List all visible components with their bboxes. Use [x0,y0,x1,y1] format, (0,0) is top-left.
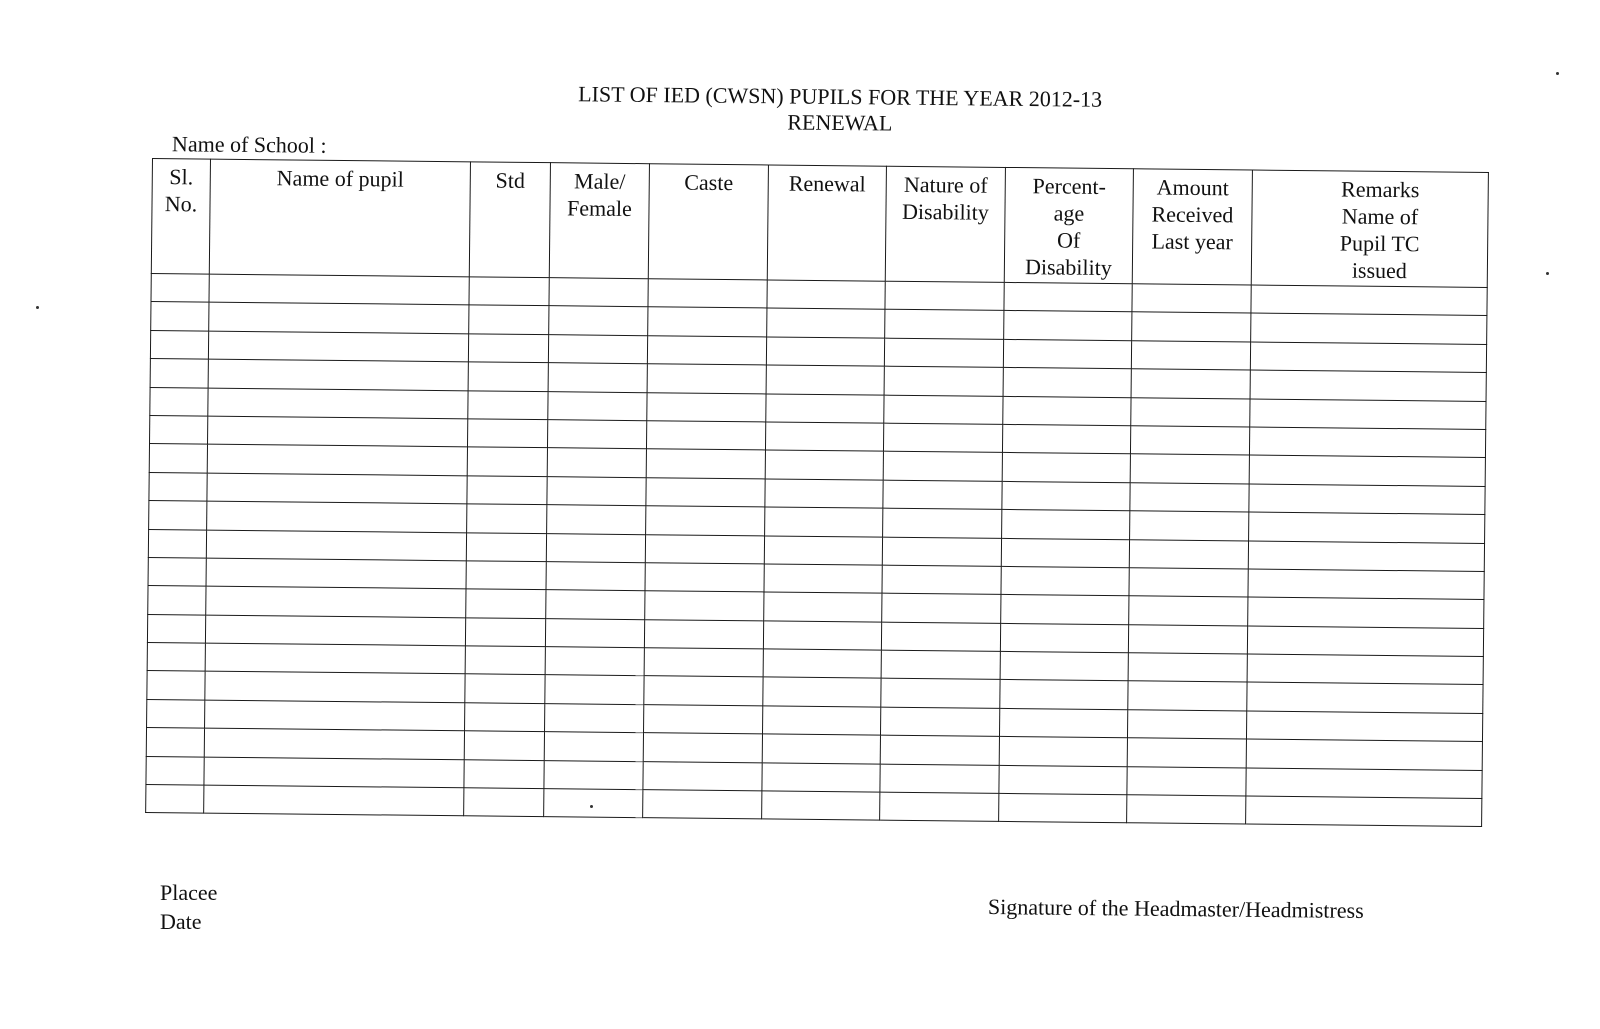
blank-cell [762,763,880,793]
blank-cell [644,705,763,735]
blank-cell [1249,427,1485,458]
blank-cell [547,476,646,505]
blank-cell [206,530,466,561]
document-title [520,81,1161,140]
blank-cell [1127,766,1246,796]
blank-cell [644,619,763,649]
blank-cell [1130,454,1249,484]
blank-cell [151,302,209,331]
title-line-1: LIST OF IED (CWSN) PUPILS FOR THE YEAR 2012-13 [578,81,1103,112]
pupil-list-table [145,158,1489,827]
blank-cell [1129,539,1248,569]
blank-cell [1249,484,1485,515]
blank-cell [1246,768,1482,799]
blank-cell [465,646,545,675]
blank-cell [205,672,465,703]
blank-cell [881,679,1000,709]
blank-cell [880,735,999,765]
blank-cell [1000,623,1128,653]
blank-cell [1127,710,1246,740]
blank-cell [643,790,762,820]
column-header-amount-received: Amount Received Last year [1132,169,1252,285]
blank-cell [544,789,643,818]
blank-cell [1131,369,1250,399]
blank-cell [999,737,1127,767]
blank-cell [1132,284,1251,314]
blank-cell [1130,426,1249,456]
column-header-percentage-of-disability: Percent- age Of Disability [1004,167,1133,283]
blank-cell [648,279,767,309]
scan-speck [36,306,39,309]
blank-cell [765,450,883,480]
blank-cell [1003,368,1131,398]
blank-cell [147,671,205,700]
blank-cell [763,677,881,707]
blank-cell [765,479,883,509]
column-header-caste: Caste [648,164,768,280]
blank-cell [648,307,767,337]
blank-cell [545,675,644,704]
place-label: Placee [160,880,218,905]
scan-speck [1556,72,1559,75]
blank-cell [208,331,468,362]
blank-cell [548,363,647,392]
blank-cell [1001,566,1129,596]
blank-cell [1127,795,1246,825]
blank-cell [207,473,467,504]
blank-cell [999,765,1127,795]
blank-cell [1247,654,1483,685]
scan-speck [590,805,593,808]
blank-cell [1247,626,1483,657]
column-header-std: Std [469,162,550,278]
blank-cell [765,422,883,452]
blank-cell [882,537,1001,567]
blank-cell [468,334,548,363]
scan-speck [1546,272,1549,275]
blank-cell [882,565,1001,595]
blank-cell [148,557,206,586]
blank-cell [468,362,548,391]
blank-cell [549,278,648,307]
blank-cell [546,590,645,619]
column-header-remarks: Remarks Name of Pupil TC issued [1251,170,1488,287]
blank-cell [464,759,544,788]
blank-cell [885,281,1004,311]
blank-cell [147,614,205,643]
blank-cell [763,621,881,651]
blank-cell [882,593,1001,623]
blank-cell [205,643,465,674]
blank-cell [645,591,764,621]
blank-cell [883,508,1002,538]
blank-cell [204,728,464,759]
blank-cell [204,785,464,816]
blank-cell [884,366,1003,396]
blank-cell [880,792,999,822]
blank-cell [999,793,1127,823]
blank-cell [544,732,643,761]
blank-cell [208,388,468,419]
blank-cell [880,707,999,737]
blank-cell [885,310,1004,340]
blank-cell [646,477,765,507]
blank-cell [647,335,766,365]
blank-cell [766,337,884,367]
blank-cell [764,535,882,565]
place-date-block [160,878,217,936]
blank-cell [150,415,208,444]
column-header-male-female: Male/ Female [549,163,649,279]
blank-cell [644,676,763,706]
blank-cell [765,507,883,537]
column-header-name-of-pupil: Name of pupil [209,159,470,277]
blank-cell [547,448,646,477]
blank-cell [466,532,546,561]
blank-cell [883,452,1002,482]
blank-cell [149,444,207,473]
blank-cell [1130,482,1249,512]
blank-cell [1129,596,1248,626]
date-label: Date [160,909,202,934]
blank-cell [209,274,469,305]
blank-cell [1248,597,1484,628]
blank-cell [150,330,208,359]
blank-cell [1002,481,1130,511]
blank-cell [764,592,882,622]
blank-cell [884,395,1003,425]
blank-cell [466,561,546,590]
blank-cell [1003,396,1131,426]
blank-cell [1002,510,1130,540]
blank-cell [766,394,884,424]
blank-cell [764,564,882,594]
blank-cell [647,364,766,394]
blank-cell [469,305,549,334]
blank-cell [1000,651,1128,681]
blank-cell [1003,339,1131,369]
blank-cell [546,562,645,591]
blank-cell [1246,796,1482,827]
blank-cell [207,501,467,532]
blank-cell [469,277,549,306]
blank-cell [1127,738,1246,768]
blank-cell [547,420,646,449]
blank-cell [762,706,880,736]
blank-cell [205,700,465,731]
blank-cell [208,359,468,390]
blank-cell [1128,624,1247,654]
blank-cell [646,449,765,479]
blank-cell [1246,739,1482,770]
blank-cell [881,650,1000,680]
blank-cell [467,504,547,533]
blank-cell [548,334,647,363]
blank-cell [146,756,204,785]
blank-cell [1128,681,1247,711]
blank-cell [206,586,466,617]
blank-cell [467,447,547,476]
blank-cell [209,302,469,333]
blank-cell [1001,538,1129,568]
signature-label: Signature of the Headmaster/Headmistress [987,894,1364,923]
blank-cell [766,365,884,395]
blank-cell [466,589,546,618]
blank-cell [1246,711,1482,742]
blank-cell [1131,341,1250,371]
blank-cell [544,760,643,789]
blank-cell [1247,682,1483,713]
blank-cell [468,390,548,419]
blank-cell [149,501,207,530]
blank-cell [1251,285,1487,316]
blank-cell [147,643,205,672]
blank-cell [146,728,204,757]
blank-cell [464,731,544,760]
blank-cell [208,416,468,447]
blank-cell [206,558,466,589]
blank-cell [1129,568,1248,598]
blank-cell [1250,399,1486,430]
blank-cell [762,791,880,821]
blank-cell [881,622,1000,652]
blank-cell [1248,541,1484,572]
blank-cell [883,423,1002,453]
blank-cell [646,506,765,536]
blank-cell [1132,312,1251,342]
blank-cell [1004,311,1132,341]
blank-cell [151,273,209,302]
blank-cell [148,529,206,558]
blank-cell [1131,397,1250,427]
blank-cell [547,505,646,534]
blank-cell [545,647,644,676]
blank-cell [149,472,207,501]
blank-cell [763,649,881,679]
blank-cell [1128,653,1247,683]
column-header-nature-of-disability: Nature of Disability [885,166,1005,282]
blank-cell [465,674,545,703]
blank-cell [1000,680,1128,710]
blank-cell [999,708,1127,738]
blank-cell [548,391,647,420]
blank-cell [762,734,880,764]
blank-cell [545,618,644,647]
blank-cell [546,533,645,562]
blank-cell [148,586,206,615]
blank-cell [146,785,204,814]
blank-cell [767,280,885,310]
blank-cell [643,733,762,763]
blank-cell [1002,453,1130,483]
blank-cell [884,338,1003,368]
blank-cell [883,480,1002,510]
column-header-sl-no: Sl. No. [151,159,210,275]
blank-cell [1002,424,1130,454]
blank-cell [645,563,764,593]
column-header-renewal: Renewal [767,165,886,281]
title-line-2: RENEWAL [787,109,893,136]
blank-cell [1250,342,1486,373]
blank-cell [1130,511,1249,541]
blank-cell [545,704,644,733]
blank-cell [150,359,208,388]
blank-cell [467,419,547,448]
blank-cell [1249,455,1485,486]
blank-cell [205,615,465,646]
blank-cell [204,757,464,788]
blank-cell [1249,512,1485,543]
blank-cell [645,534,764,564]
blank-cell [549,306,648,335]
table-body [146,273,1488,826]
blank-cell [1248,569,1484,600]
school-name-label: Name of School : [171,131,327,158]
blank-cell [467,476,547,505]
blank-cell [464,788,544,817]
blank-cell [207,444,467,475]
blank-cell [1001,595,1129,625]
blank-cell [643,761,762,791]
blank-cell [646,421,765,451]
blank-cell [147,699,205,728]
blank-cell [644,648,763,678]
blank-cell [1250,370,1486,401]
blank-cell [465,703,545,732]
blank-cell [1251,313,1487,344]
table-header-row [151,159,1488,288]
blank-cell [465,617,545,646]
blank-cell [647,392,766,422]
blank-cell [150,387,208,416]
blank-cell [880,764,999,794]
blank-cell [767,308,885,338]
blank-cell [1004,282,1132,312]
